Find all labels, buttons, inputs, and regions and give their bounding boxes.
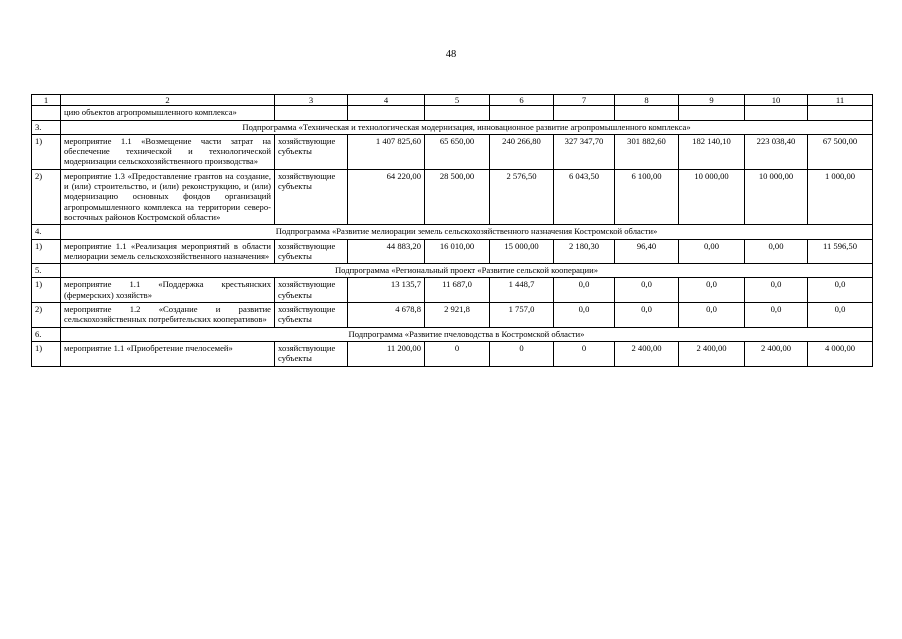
executor-text: хозяйствующие субъекты (275, 134, 348, 169)
amount-cell: 0 (554, 341, 615, 366)
column-number: 1 (32, 95, 61, 106)
amount-cell: 240 266,80 (490, 134, 554, 169)
amount-cell: 1 757,0 (490, 303, 554, 328)
section-number: 5. (32, 264, 61, 278)
row-number: 1) (32, 341, 61, 366)
cell (275, 106, 348, 120)
amount-cell: 182 140,10 (679, 134, 745, 169)
amount-cell: 4 000,00 (808, 341, 873, 366)
amount-cell: 0,0 (615, 278, 679, 303)
section-number: 4. (32, 225, 61, 239)
measure-text: цию объектов агропромышленного комплекса» (61, 106, 275, 120)
amount-cell: 0 (425, 341, 490, 366)
executor-text: хозяйствующие субъекты (275, 278, 348, 303)
section-number: 3. (32, 120, 61, 134)
amount-cell: 2 180,30 (554, 239, 615, 264)
table-row (32, 134, 873, 169)
section-title: Подпрограмма «Развитие мелиорации земель сельскохозяйственного назначения Костромской области» (61, 225, 873, 239)
amount-cell: 28 500,00 (425, 169, 490, 224)
executor-text: хозяйствующие субъекты (275, 303, 348, 328)
amount-cell: 13 135,7 (348, 278, 425, 303)
amount-cell: 0,00 (745, 239, 808, 264)
column-number: 9 (679, 95, 745, 106)
table-row (32, 303, 873, 328)
amount-cell: 0,0 (554, 303, 615, 328)
continuation-row (32, 106, 873, 120)
amount-cell: 10 000,00 (745, 169, 808, 224)
amount-cell: 44 883,20 (348, 239, 425, 264)
column-number: 11 (808, 95, 873, 106)
amount-cell: 6 100,00 (615, 169, 679, 224)
row-number: 1) (32, 239, 61, 264)
column-number: 7 (554, 95, 615, 106)
amount-cell: 2 400,00 (745, 341, 808, 366)
section-title: Подпрограмма «Региональный проект «Развитие сельской кооперации» (61, 264, 873, 278)
column-number: 3 (275, 95, 348, 106)
amount-cell: 0,0 (745, 303, 808, 328)
amount-cell: 11 687,0 (425, 278, 490, 303)
executor-text: хозяйствующие субъекты (275, 239, 348, 264)
section-row (32, 264, 873, 278)
row-number: 2) (32, 169, 61, 224)
amount-cell: 11 200,00 (348, 341, 425, 366)
amount-cell: 1 448,7 (490, 278, 554, 303)
executor-text: хозяйствующие субъекты (275, 341, 348, 366)
budget-table (31, 94, 873, 367)
amount-cell: 223 038,40 (745, 134, 808, 169)
table-row (32, 169, 873, 224)
executor-text: хозяйствующие субъекты (275, 169, 348, 224)
amount-cell: 65 650,00 (425, 134, 490, 169)
measure-text: мероприятие 1.1 «Поддержка крестьянских (фермерских) хозяйств» (61, 278, 275, 303)
cell (554, 106, 615, 120)
measure-text: мероприятие 1.2 «Создание и развитие сельскохозяйственных потребительских кооперативов» (61, 303, 275, 328)
amount-cell: 96,40 (615, 239, 679, 264)
measure-text: мероприятие 1.1 «Приобретение пчелосемей» (61, 341, 275, 366)
amount-cell: 0,0 (615, 303, 679, 328)
cell (745, 106, 808, 120)
amount-cell: 0,0 (745, 278, 808, 303)
row-number: 1) (32, 134, 61, 169)
measure-text: мероприятие 1.3 «Предоставление грантов на создание, и (или) строительство, и (или) реконструкцию, и (или) модернизацию основных фондов организаций агропромышленного комплекса на территории северо-восточных районов Костромской области» (61, 169, 275, 224)
amount-cell: 2 576,50 (490, 169, 554, 224)
section-number: 6. (32, 327, 61, 341)
table-row (32, 278, 873, 303)
amount-cell: 67 500,00 (808, 134, 873, 169)
amount-cell: 1 407 825,60 (348, 134, 425, 169)
table-body (32, 95, 873, 367)
amount-cell: 2 400,00 (615, 341, 679, 366)
amount-cell: 4 678,8 (348, 303, 425, 328)
amount-cell: 0,0 (808, 278, 873, 303)
table-row (32, 341, 873, 366)
page-number: 48 (445, 49, 457, 60)
column-number: 6 (490, 95, 554, 106)
section-title: Подпрограмма «Развитие пчеловодства в Костромской области» (61, 327, 873, 341)
amount-cell: 15 000,00 (490, 239, 554, 264)
section-row (32, 120, 873, 134)
column-number: 2 (61, 95, 275, 106)
amount-cell: 0,0 (679, 278, 745, 303)
cell (679, 106, 745, 120)
amount-cell: 2 921,8 (425, 303, 490, 328)
column-number: 10 (745, 95, 808, 106)
amount-cell: 0,0 (554, 278, 615, 303)
column-number: 8 (615, 95, 679, 106)
cell (425, 106, 490, 120)
amount-cell: 1 000,00 (808, 169, 873, 224)
row-number (32, 106, 61, 120)
amount-cell: 2 400,00 (679, 341, 745, 366)
amount-cell: 6 043,50 (554, 169, 615, 224)
section-title: Подпрограмма «Техническая и технологическая модернизация, инновационное развитие агропромышленного комплекса» (61, 120, 873, 134)
cell (348, 106, 425, 120)
amount-cell: 301 882,60 (615, 134, 679, 169)
measure-text: мероприятие 1.1 «Реализация мероприятий в области мелиорации земель сельскохозяйственного назначения» (61, 239, 275, 264)
section-row (32, 327, 873, 341)
section-row (32, 225, 873, 239)
amount-cell: 11 596,50 (808, 239, 873, 264)
cell (808, 106, 873, 120)
amount-cell: 0,0 (679, 303, 745, 328)
row-number: 1) (32, 278, 61, 303)
amount-cell: 0 (490, 341, 554, 366)
column-number: 4 (348, 95, 425, 106)
amount-cell: 0,0 (808, 303, 873, 328)
amount-cell: 64 220,00 (348, 169, 425, 224)
amount-cell: 16 010,00 (425, 239, 490, 264)
cell (490, 106, 554, 120)
amount-cell: 327 347,70 (554, 134, 615, 169)
cell (615, 106, 679, 120)
column-number: 5 (425, 95, 490, 106)
measure-text: мероприятие 1.1 «Возмещение части затрат на обеспечение технической и технологической модернизации сельскохозяйственного производства» (61, 134, 275, 169)
row-number: 2) (32, 303, 61, 328)
column-number-row (32, 95, 873, 106)
table-row (32, 239, 873, 264)
amount-cell: 10 000,00 (679, 169, 745, 224)
amount-cell: 0,00 (679, 239, 745, 264)
